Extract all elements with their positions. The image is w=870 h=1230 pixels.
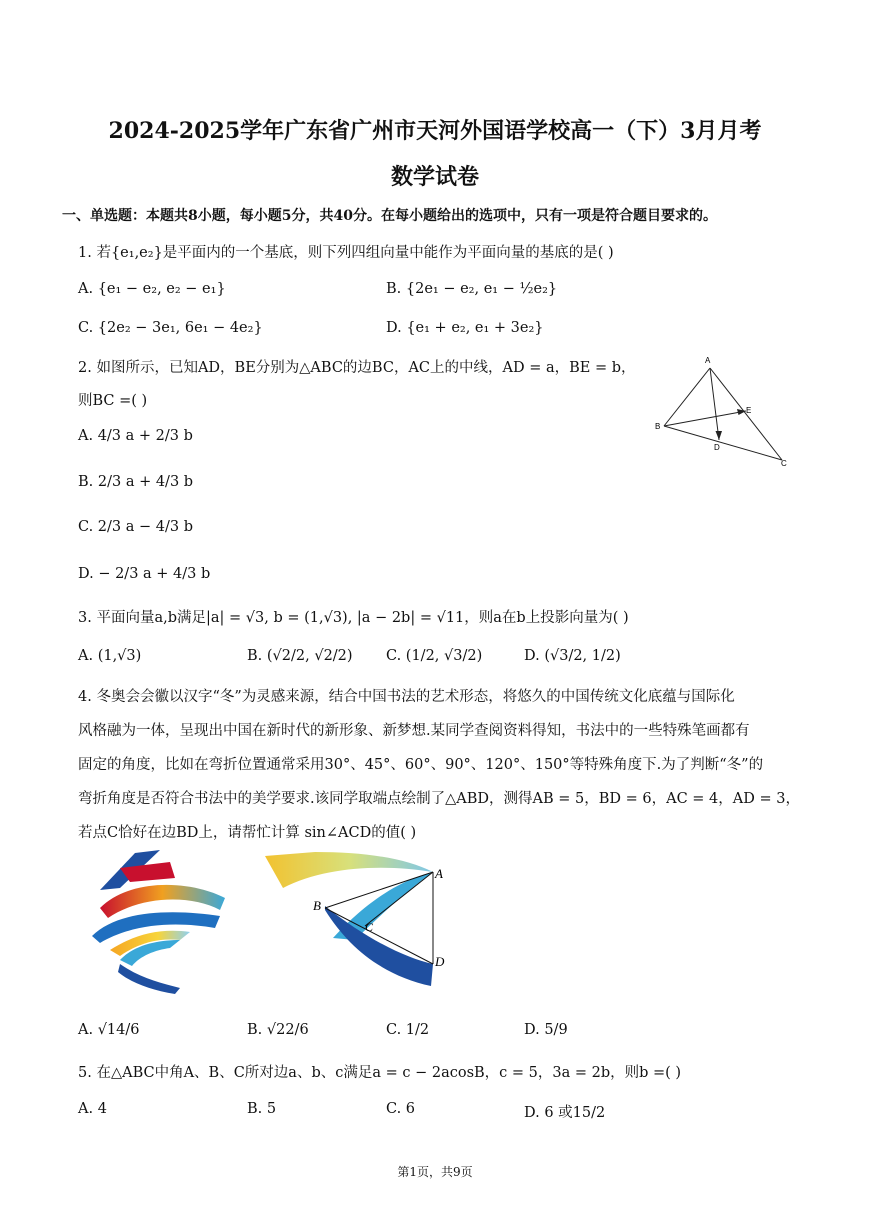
q5-stem: 5. 在△ABC中角A、B、C所对边a、b、c满足a = c − 2acosB，c = 5，3a = 2b，则b =( ) (78, 1065, 682, 1081)
page-subtitle: 数学试卷 (390, 164, 479, 190)
page-title: 2024-2025学年广东省广州市天河外国语学校高一（下）3月月考 (108, 118, 762, 144)
q5-option-a: A. 4 (78, 1101, 107, 1117)
q4-stem-line4: 弯折角度是否符合书法中的美学要求.该同学取端点绘制了△ABD，测得AB = 5，BD = 6，AC = 4，AD = 3， (78, 791, 800, 807)
q4-option-a: A. √14/6 (78, 1022, 140, 1038)
q1-stem: 1. 若{e₁,e₂}是平面内的一个基底，则下列四组向量中能作为平面向量的基底的是( ) (78, 245, 614, 261)
triangle-figure (650, 352, 800, 470)
fig4-label-b: B (313, 898, 321, 913)
q4-option-b: B. √22/6 (247, 1022, 309, 1038)
winter-olympics-emblem (80, 848, 230, 996)
q1-option-b: B. {2e₁ − e₂, e₁ − ½e₂} (386, 281, 558, 297)
q1-option-c: C. {2e₂ − 3e₁, 6e₁ − 4e₂} (78, 320, 263, 336)
q4-stem-line1: 4. 冬奥会会徽以汉字“冬”为灵感来源，结合中国书法的艺术形态，将悠久的中国传统文化底蕴与国际化 (78, 689, 735, 705)
q3-option-d: D. (√3/2, 1/2) (524, 648, 621, 664)
q2-option-c: C. 2/3 a − 4/3 b (78, 519, 193, 535)
q3-option-a: A. (1,√3) (78, 648, 142, 664)
fig2-label-d: D (714, 443, 720, 452)
q2-option-d: D. − 2/3 a + 4/3 b (78, 566, 211, 582)
fig2-label-c: C (781, 459, 787, 468)
q3-option-b: B. (√2/2, √2/2) (247, 648, 353, 664)
q4-stem-line3: 固定的角度，比如在弯折位置通常采用30°、45°、60°、90°、120°、150°等特殊角度下.为了判断“冬”的 (78, 757, 764, 773)
q3-stem: 3. 平面向量a,b满足|a| = √3, b = (1,√3), |a − 2b| = √11，则a在b上投影向量为( ) (78, 610, 629, 626)
q2-option-a: A. 4/3 a + 2/3 b (78, 428, 193, 444)
q2-option-b: B. 2/3 a + 4/3 b (78, 474, 194, 490)
q1-option-d: D. {e₁ + e₂, e₁ + 3e₂} (386, 320, 544, 336)
triangle-abd-figure (255, 848, 460, 996)
fig2-label-b: B (655, 422, 661, 431)
fig4-label-d: D (435, 954, 445, 969)
q3-option-c: C. (1/2, √3/2) (386, 648, 483, 664)
section-heading: 一、单选题：本题共8小题，每小题5分，共40分。在每小题给出的选项中，只有一项是符合题目要求的。 (62, 208, 717, 224)
q5-option-b: B. 5 (247, 1101, 277, 1117)
q2-stem-line1: 2. 如图所示，已知AD，BE分别为△ABC的边BC，AC上的中线，AD = a，BE = b， (78, 360, 636, 376)
q4-option-c: C. 1/2 (386, 1022, 430, 1038)
fig4-label-a: A (435, 866, 443, 881)
fig2-label-e: E (746, 406, 752, 415)
q4-stem-line2: 风格融为一体，呈现出中国在新时代的新形象、新梦想.某同学查阅资料得知，书法中的一些特殊笔画都有 (78, 723, 750, 739)
q2-stem-line2: 则BC =( ) (78, 393, 148, 409)
q4-stem-line5: 若点C恰好在边BD上，请帮忙计算 sin∠ACD的值( ) (78, 825, 417, 841)
q4-option-d: D. 5/9 (524, 1022, 568, 1038)
fig4-label-c: C (365, 920, 374, 934)
q1-option-a: A. {e₁ − e₂, e₂ − e₁} (78, 281, 226, 297)
page-footer: 第1页，共9页 (397, 1165, 473, 1179)
q5-option-d: D. 6 或15/2 (524, 1105, 606, 1121)
q5-option-c: C. 6 (386, 1101, 416, 1117)
fig2-label-a: A (705, 356, 711, 365)
